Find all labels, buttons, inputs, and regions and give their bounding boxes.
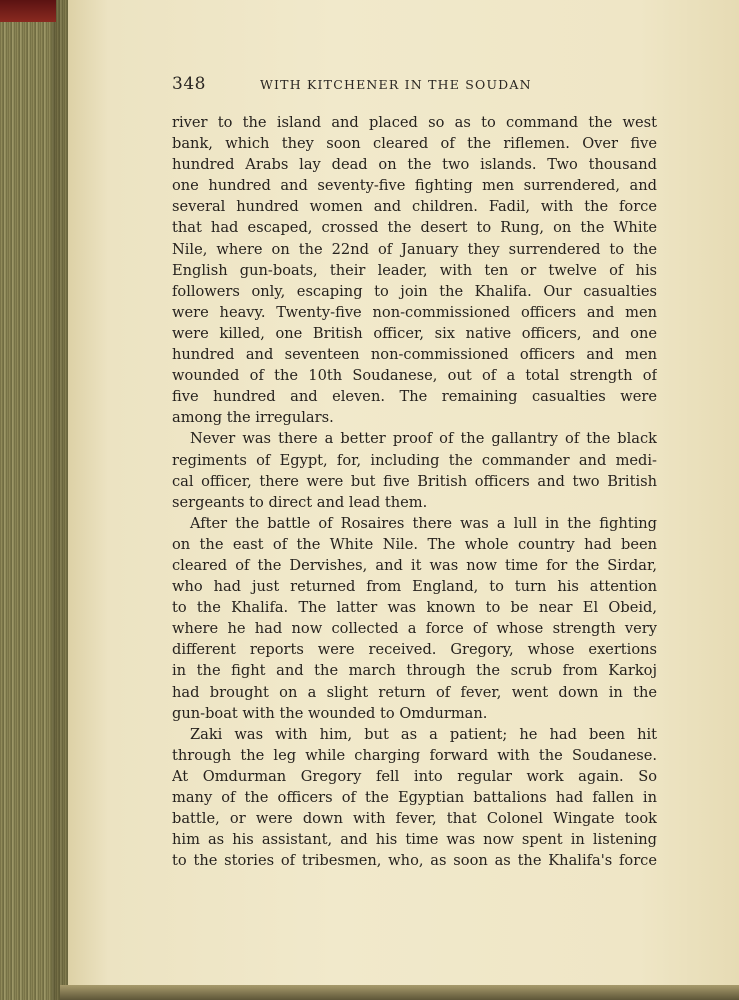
text-line: river to the island and placed so as to command the west [172,114,657,131]
text-line: followers only, escaping to join the Khalifa. Our casualties [172,282,657,300]
text-line: Never was there a better proof of the gallantry of the black [190,430,657,448]
text-line: in the fight and the march through the scrub from Karkoj [172,662,657,680]
text-line: battle, or were down with fever, that Colonel Wingate took [172,810,657,828]
text-line: cal officer, there were but five British officers and two British [172,472,657,490]
text-line: different reports were received. Gregory, whose exertions [172,641,657,659]
text-line: to the stories of tribesmen, who, as soon as the Khalifa's force [172,852,657,870]
text-line: that had escaped, crossed the desert to Rung, on the White [172,219,657,237]
running-title: WITH KITCHENER IN THE SOUDAN [260,77,532,92]
text-line: English gun-boats, their leader, with ten or twelve of his [172,261,657,279]
text-line: sergeants to direct and lead them. [172,493,428,511]
text-line: to the Khalifa. The latter was known to be near El Obeid, [172,599,657,617]
text-line: many of the officers of the Egyptian battalions had fallen in [172,789,657,806]
text-line: At Omdurman Gregory fell into regular work again. So [172,767,657,785]
text-line: where he had now collected a force of whose strength very [172,620,657,638]
text-line: five hundred and eleven. The remaining casualties were [172,388,657,406]
text-line: hundred Arabs lay dead on the two islands. Two thousand [172,156,657,174]
text-line: were killed, one British officer, six native officers, and one [172,324,657,342]
text-line: one hundred and seventy-five fighting men surrendered, and [172,177,657,195]
text-line: through the leg while charging forward with the Soudanese. [172,746,657,764]
page-number: 348 [172,74,206,94]
page-bottom-edge [60,985,739,1000]
page-header [172,74,652,96]
text-line: After the battle of Rosaires there was a lull in the fighting [190,514,657,532]
text-line: cleared of the Dervishes, and it was now time for the Sirdar, [172,556,657,574]
text-line: among the irregulars. [172,409,334,427]
text-line: him as his assistant, and his time was now spent in listening [172,831,657,849]
text-line: bank, which they soon cleared of the riflemen. Over five [172,135,657,153]
text-line: had brought on a slight return of fever, went down in the [172,683,657,701]
text-line: regiments of Egypt, for, including the commander and medi- [172,451,657,469]
text-line: gun-boat with the wounded to Omdurman. [172,704,488,722]
text-line: Zaki was with him, but as a patient; he had been hit [190,725,657,743]
text-line: hundred and seventeen non-commissioned officers and men [172,346,657,364]
text-line: were heavy. Twenty-five non-commissioned officers and men [172,303,657,321]
text-line: wounded of the 10th Soudanese, out of a total strength of [172,367,657,385]
text-line: who had just returned from England, to turn his attention [172,578,657,596]
body-text [172,112,657,871]
text-line: on the east of the White Nile. The whole country had been [172,535,657,553]
book-cover-corner [0,0,56,22]
text-line: Nile, where on the 22nd of January they surrendered to the [172,240,657,258]
text-line: several hundred women and children. Fadil, with the force [172,198,657,216]
